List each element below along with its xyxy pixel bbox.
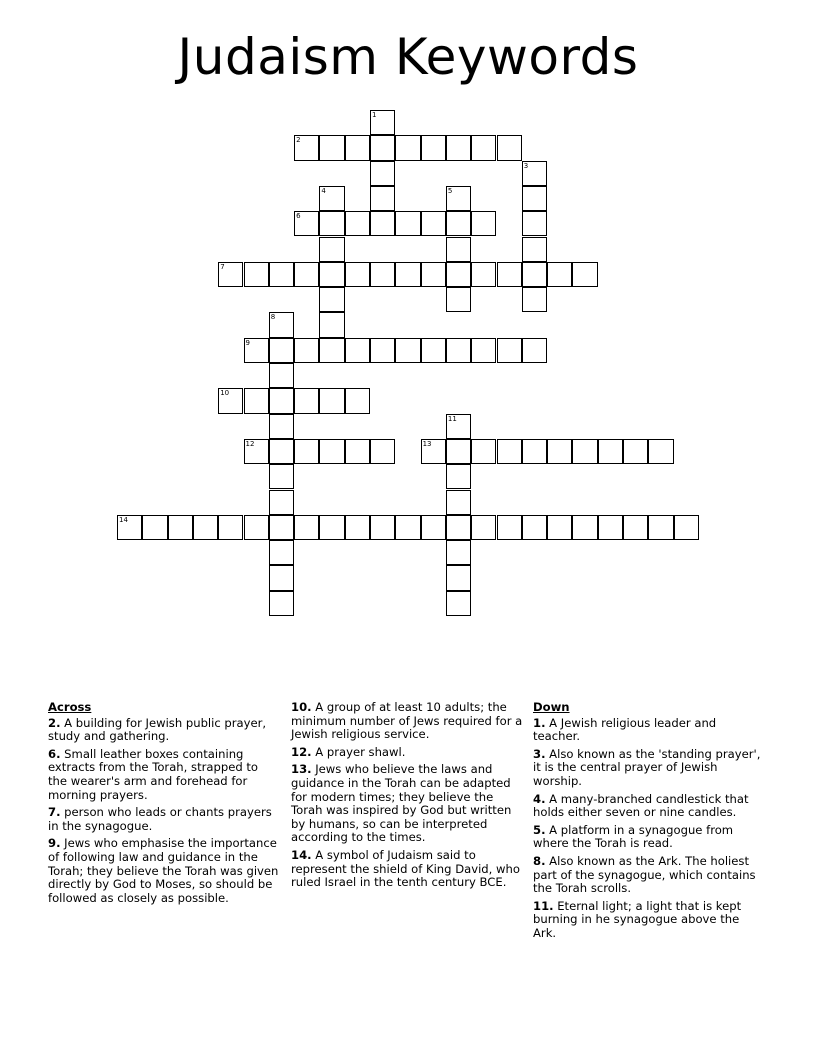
- grid-cell[interactable]: [319, 211, 344, 236]
- puzzle-title: Judaism Keywords: [177, 28, 639, 86]
- grid-cell[interactable]: [345, 262, 370, 287]
- clue-text: Also known as the 'standing prayer', it is the central prayer of Jewish worship.: [533, 746, 761, 788]
- clue-text: A symbol of Judaism said to represent the shield of King David, who ruled Israel in the tenth century BCE.: [291, 847, 520, 890]
- grid-cell[interactable]: [294, 515, 319, 540]
- grid-cell[interactable]: [370, 135, 395, 160]
- grid-cell[interactable]: [193, 515, 218, 540]
- grid-cell[interactable]: [446, 237, 471, 262]
- clue-text: Jews who emphasise the importance of following law and guidance in the Torah; they believe the Torah was given directly by God to Moses, so should be followed as closely as possible.: [48, 836, 279, 905]
- grid-cell[interactable]: [572, 515, 597, 540]
- clue-text: A group of at least 10 adults; the minimum number of Jews required for a Jewish religious service.: [291, 700, 523, 742]
- grid-cell[interactable]: [395, 262, 420, 287]
- clue-text: A platform in a synagogue from where the Torah is read.: [533, 822, 734, 851]
- clue-text: A building for Jewish public prayer, study and gathering.: [48, 715, 267, 744]
- grid-cell[interactable]: [522, 211, 547, 236]
- clue-down-4: [533, 793, 765, 820]
- clue-down-1: [533, 717, 765, 744]
- grid-cell[interactable]: [471, 211, 496, 236]
- grid-cell[interactable]: [345, 515, 370, 540]
- grid-cell[interactable]: [269, 414, 294, 439]
- grid-cell[interactable]: [345, 211, 370, 236]
- grid-cell[interactable]: [471, 439, 496, 464]
- clue-text: A prayer shawl.: [311, 744, 406, 759]
- clue-text: person who leads or chants prayers in the synagogue.: [48, 805, 272, 833]
- grid-cell[interactable]: [446, 262, 471, 287]
- clue-number-label: 2: [296, 136, 301, 145]
- grid-cell[interactable]: [370, 515, 395, 540]
- grid-cell[interactable]: [319, 312, 344, 337]
- grid-cell[interactable]: [269, 490, 294, 515]
- grid-cell[interactable]: [623, 515, 648, 540]
- grid-cell[interactable]: [244, 338, 269, 363]
- grid-cell[interactable]: [421, 439, 446, 464]
- grid-cell[interactable]: [446, 565, 471, 590]
- grid-cell[interactable]: [421, 211, 446, 236]
- grid-cell[interactable]: [294, 262, 319, 287]
- grid-cell[interactable]: [421, 515, 446, 540]
- clue-number: 7.: [48, 805, 61, 820]
- clue-number-label: 3: [523, 161, 529, 170]
- clue-across-9: [48, 837, 280, 905]
- grid-cell[interactable]: [471, 338, 496, 363]
- grid-cell[interactable]: [446, 414, 471, 439]
- grid-cell[interactable]: [319, 262, 344, 287]
- grid-cell[interactable]: [142, 515, 167, 540]
- grid-cell[interactable]: [446, 515, 471, 540]
- grid-cell[interactable]: [522, 186, 547, 211]
- grid-cell[interactable]: [269, 312, 294, 337]
- grid-cell[interactable]: [598, 515, 623, 540]
- across-header: Across: [48, 700, 92, 714]
- grid-cell[interactable]: [674, 515, 699, 540]
- grid-cell[interactable]: [269, 363, 294, 388]
- grid-cell[interactable]: [421, 338, 446, 363]
- grid-cell[interactable]: [497, 439, 522, 464]
- clue-text: Small leather boxes containing extracts from the Torah, strapped to the wearer's arm and forehead for morning prayers.: [48, 746, 259, 802]
- clue-column-1: [48, 701, 280, 909]
- clue-number: 11.: [533, 898, 554, 913]
- clue-number: 5.: [533, 822, 546, 837]
- clue-across-6: [48, 748, 280, 802]
- grid-cell[interactable]: [319, 186, 344, 211]
- grid-cell[interactable]: [269, 262, 294, 287]
- grid-cell[interactable]: [395, 338, 420, 363]
- grid-cell[interactable]: [522, 439, 547, 464]
- clue-number: 12.: [291, 744, 312, 759]
- clue-number: 2.: [48, 715, 61, 730]
- grid-cell[interactable]: [446, 490, 471, 515]
- clue-column-2: [291, 701, 523, 894]
- grid-cell[interactable]: [345, 439, 370, 464]
- grid-cell[interactable]: [497, 262, 522, 287]
- grid-cell[interactable]: [471, 515, 496, 540]
- grid-cell[interactable]: [648, 439, 673, 464]
- grid-cell[interactable]: [421, 262, 446, 287]
- clue-down-5: [533, 824, 765, 851]
- clue-text: A Jewish religious leader and teacher.: [533, 715, 717, 744]
- grid-cell[interactable]: [547, 439, 572, 464]
- clue-number: 9.: [48, 836, 61, 851]
- grid-cell[interactable]: [421, 135, 446, 160]
- grid-cell[interactable]: [522, 161, 547, 186]
- grid-cell[interactable]: [319, 287, 344, 312]
- grid-cell[interactable]: [370, 439, 395, 464]
- clue-text: Eternal light; a light that is kept burning in he synagogue above the Ark.: [533, 898, 742, 940]
- grid-cell[interactable]: [168, 515, 193, 540]
- grid-cell[interactable]: [319, 237, 344, 262]
- grid-cell[interactable]: [218, 388, 243, 413]
- clue-number-label: 4: [321, 186, 326, 195]
- clue-number-label: 12: [245, 439, 255, 448]
- clue-number-label: 14: [119, 515, 128, 524]
- grid-cell[interactable]: [522, 237, 547, 262]
- grid-cell[interactable]: [269, 464, 294, 489]
- grid-cell[interactable]: [598, 439, 623, 464]
- grid-cell[interactable]: [345, 388, 370, 413]
- clue-across-13: [291, 763, 523, 845]
- clue-down-8: [533, 855, 765, 896]
- clue-text: A many-branched candlestick that holds either seven or nine candles.: [533, 791, 749, 820]
- grid-cell[interactable]: [572, 439, 597, 464]
- grid-cell[interactable]: [522, 338, 547, 363]
- grid-cell[interactable]: [294, 388, 319, 413]
- clue-number-label: 9: [245, 338, 250, 347]
- grid-cell[interactable]: [244, 515, 269, 540]
- grid-cell[interactable]: [269, 565, 294, 590]
- grid-cell[interactable]: [446, 135, 471, 160]
- grid-cell[interactable]: [319, 515, 344, 540]
- grid-cell[interactable]: [269, 591, 294, 616]
- clue-text: Jews who believe the laws and guidance in the Torah can be adapted for modern times; they believe the Torah was inspired by God but written by humans, so can be interpreted according to the times.: [291, 762, 512, 845]
- grid-cell[interactable]: [522, 287, 547, 312]
- grid-cell[interactable]: [446, 287, 471, 312]
- grid-cell[interactable]: [269, 439, 294, 464]
- clue-across-12: [291, 746, 523, 760]
- clue-number-label: 13: [422, 439, 432, 448]
- grid-cell[interactable]: [471, 262, 496, 287]
- grid-cell[interactable]: [395, 135, 420, 160]
- grid-cell[interactable]: [522, 515, 547, 540]
- grid-cell[interactable]: [370, 186, 395, 211]
- clue-text: Also known as the Ark. The holiest part of the synagogue, which contains the Torah scrolls.: [533, 853, 756, 896]
- clue-number-label: 5: [447, 186, 453, 195]
- grid-cell[interactable]: [370, 262, 395, 287]
- grid-cell[interactable]: [395, 211, 420, 236]
- grid-cell[interactable]: [218, 262, 243, 287]
- grid-cell[interactable]: [446, 540, 471, 565]
- clue-down-3: [533, 748, 765, 789]
- down-header: Down: [533, 700, 570, 714]
- clue-number: 13.: [291, 762, 312, 777]
- clue-across-14: [291, 849, 523, 890]
- grid-cell[interactable]: [446, 464, 471, 489]
- grid-cell[interactable]: [547, 262, 572, 287]
- clue-number: 3.: [533, 746, 546, 761]
- clue-number: 8.: [533, 853, 546, 868]
- grid-cell[interactable]: [117, 515, 142, 540]
- clue-down-11: [533, 900, 765, 941]
- grid-cell[interactable]: [497, 515, 522, 540]
- clue-across-2: [48, 717, 280, 744]
- clue-number-label: 8: [270, 313, 276, 322]
- grid-cell[interactable]: [497, 135, 522, 160]
- grid-cell[interactable]: [269, 540, 294, 565]
- grid-cell[interactable]: [623, 439, 648, 464]
- clue-number-label: 10: [220, 389, 230, 398]
- clue-number: 6.: [48, 746, 61, 761]
- clue-number-label: 6: [296, 212, 301, 221]
- grid-cell[interactable]: [294, 338, 319, 363]
- grid-cell[interactable]: [319, 439, 344, 464]
- grid-cell[interactable]: [345, 338, 370, 363]
- grid-cell[interactable]: [319, 135, 344, 160]
- clue-across-10: [291, 701, 523, 742]
- clue-column-3: [533, 701, 765, 945]
- grid-cell[interactable]: [446, 211, 471, 236]
- grid-cell[interactable]: [471, 135, 496, 160]
- grid-cell[interactable]: [345, 135, 370, 160]
- grid-cell[interactable]: [218, 515, 243, 540]
- grid-cell[interactable]: [370, 338, 395, 363]
- grid-cell[interactable]: [395, 515, 420, 540]
- grid-cell[interactable]: [269, 388, 294, 413]
- grid-cell[interactable]: [446, 439, 471, 464]
- clue-number: 10.: [291, 700, 312, 714]
- clue-number-label: 1: [372, 111, 377, 119]
- grid-cell[interactable]: [497, 338, 522, 363]
- grid-cell[interactable]: [244, 388, 269, 413]
- grid-cell[interactable]: [294, 211, 319, 236]
- clue-number: 1.: [533, 715, 546, 730]
- grid-cell[interactable]: [446, 338, 471, 363]
- grid-cell[interactable]: [446, 186, 471, 211]
- grid-cell[interactable]: [294, 135, 319, 160]
- clue-number-label: 7: [220, 262, 225, 271]
- clue-number: 4.: [533, 791, 546, 806]
- grid-cell[interactable]: [370, 110, 395, 135]
- grid-cell[interactable]: [446, 591, 471, 616]
- grid-cell[interactable]: [244, 439, 269, 464]
- grid-cell[interactable]: [244, 262, 269, 287]
- clue-number-label: 11: [447, 414, 457, 423]
- grid-cell[interactable]: [547, 515, 572, 540]
- grid-cell[interactable]: [522, 262, 547, 287]
- grid-cell[interactable]: [572, 262, 597, 287]
- clue-across-7: [48, 806, 280, 833]
- clue-number: 14.: [291, 847, 312, 862]
- grid-cell[interactable]: [370, 161, 395, 186]
- grid-cell[interactable]: [370, 211, 395, 236]
- grid-cell[interactable]: [648, 515, 673, 540]
- grid-cell[interactable]: [294, 439, 319, 464]
- grid-cell[interactable]: [319, 388, 344, 413]
- grid-cell[interactable]: [269, 338, 294, 363]
- grid-cell[interactable]: [319, 338, 344, 363]
- grid-cell[interactable]: [269, 515, 294, 540]
